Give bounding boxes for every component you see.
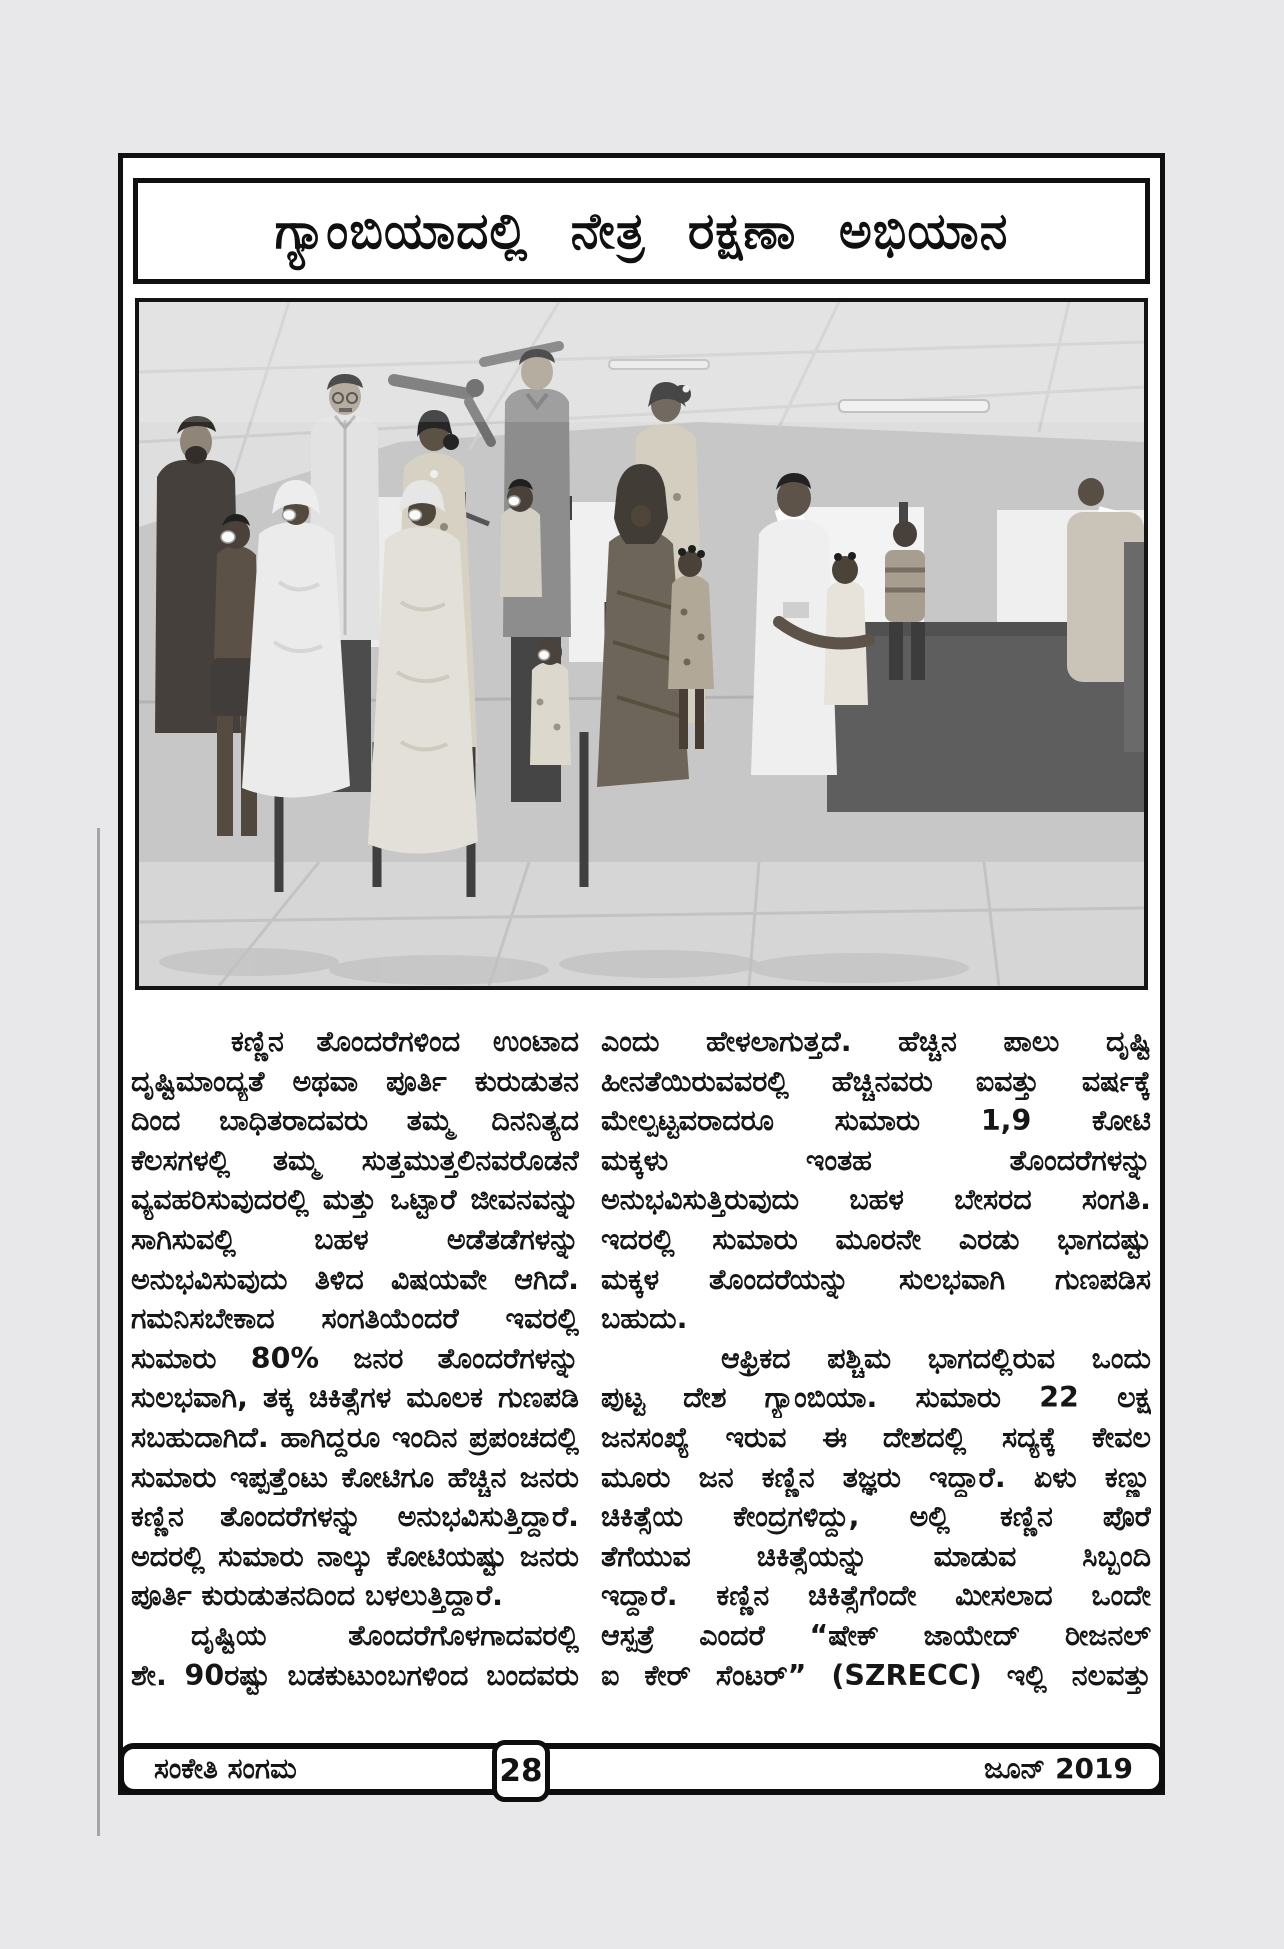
text-line: ಅನುಭವಿಸುತ್ತಿರುವುದು ಬಹಳ ಬೇಸರದ ಸಂಗತಿ. <box>601 1183 1151 1217</box>
text-line: ಮಕ್ಕಳ ತೊಂದರೆಯನ್ನು ಸುಲಭವಾಗಿ ಗುಣಪಡಿಸ <box>601 1262 1151 1296</box>
text-line: ಅದರಲ್ಲಿ ಸುಮಾರು ನಾಲ್ಕು ಕೋಟಿಯಷ್ಟು ಜನರು <box>131 1539 579 1573</box>
scan-edge-artifact <box>97 828 100 1836</box>
article-title-box <box>133 178 1150 284</box>
text-line: ಸುಮಾರು 80% ಜನರ ತೊಂದರೆಗಳನ್ನು <box>131 1341 579 1375</box>
text-line: ಸುಲಭವಾಗಿ, ತಕ್ಕ ಚಿಕಿತ್ಸೆಗಳ ಮೂಲಕ ಗುಣಪಡಿ <box>131 1381 579 1415</box>
text-line: ಸುಮಾರು ಇಪ್ಪತ್ತೆಂಟು ಕೋಟಿಗೂ ಹೆಚ್ಚಿನ ಜನರು <box>131 1460 579 1494</box>
text-line: ಹೀನತೆಯಿರುವವರಲ್ಲಿ ಹೆಚ್ಚಿನವರು ಐವತ್ತು ವರ್ಷಕ್ಕೆ <box>601 1064 1151 1098</box>
text-line: ಜನಸಂಖ್ಯೆ ಇರುವ ಈ ದೇಶದಲ್ಲಿ ಸದ್ಯಕ್ಕೆ ಕೇವಲ <box>601 1420 1151 1454</box>
issue-date: ಜೂನ್ 2019 <box>984 1752 1133 1785</box>
text-line: ಕಣ್ಣಿನ ತೊಂದರೆಗಳಿಂದ ಉಂಟಾದ <box>231 1025 579 1058</box>
footer-bar <box>118 1743 1165 1795</box>
text-line: ಸಾಗಿಸುವಲ್ಲಿ ಬಹಳ ಅಡೆತಡೆಗಳನ್ನು <box>131 1222 579 1256</box>
text-line: ಮೂರು ಜನ ಕಣ್ಣಿನ ತಜ್ಞರು ಇದ್ದಾರೆ. ಏಳು ಕಣ್ಣು <box>601 1460 1151 1494</box>
text-line: ಇದರಲ್ಲಿ ಸುಮಾರು ಮೂರನೇ ಎರಡು ಭಾಗದಷ್ಟು <box>601 1222 1151 1256</box>
text-line: ಬಹುದು. <box>601 1302 688 1336</box>
text-line: ಕಣ್ಣಿನ ತೊಂದರೆಗಳನ್ನು ಅನುಭವಿಸುತ್ತಿದ್ದಾರೆ. <box>131 1500 579 1534</box>
article-right-column <box>601 1022 1151 1695</box>
text-line: ದೃಷ್ಟಿಮಾಂದ್ಯತೆ ಅಥವಾ ಪೂರ್ತಿ ಕುರುಡುತನ <box>131 1064 579 1098</box>
text-line: ತೆಗೆಯುವ ಚಿಕಿತ್ಸೆಯನ್ನು ಮಾಡುವ ಸಿಬ್ಬಂದಿ <box>601 1539 1151 1573</box>
magazine-page <box>118 153 1165 1795</box>
text-line: ಪೂರ್ತಿ ಕುರುಡುತನದಿಂದ ಬಳಲುತ್ತಿದ್ದಾರೆ. <box>131 1579 503 1613</box>
text-line: ಅನುಭವಿಸುವುದು ತಿಳಿದ ವಿಷಯವೇ ಆಗಿದೆ. <box>131 1262 579 1296</box>
text-line: ವ್ಯವಹರಿಸುವುದರಲ್ಲಿ ಮತ್ತು ಒಟ್ಟಾರೆ ಜೀವನವನ್ನು <box>131 1183 579 1217</box>
article-body <box>123 1022 1160 1702</box>
text-line: ಎಂದು ಹೇಳಲಾಗುತ್ತದೆ. ಹೆಚ್ಚಿನ ಪಾಲು ದೃಷ್ಟಿ <box>601 1025 1151 1058</box>
text-line: ಕೆಲಸಗಳಲ್ಲಿ ತಮ್ಮ ಸುತ್ತಮುತ್ತಲಿನವರೊಡನೆ <box>131 1143 579 1177</box>
article-title: ಗ್ಯಾಂಬಿಯಾದಲ್ಲಿ ನೇತ್ರ ರಕ್ಷಣಾ ಅಭಿಯಾನ <box>274 201 1009 260</box>
text-line: ದಿಂದ ಬಾಧಿತರಾದವರು ತಮ್ಮ ದಿನನಿತ್ಯದ <box>131 1104 579 1138</box>
article-left-column <box>131 1022 579 1695</box>
photo-frame <box>135 298 1148 990</box>
text-line: ಶೇ. 90ರಷ್ಟು ಬಡಕುಟುಂಬಗಳಿಂದ ಬಂದವರು <box>131 1658 579 1692</box>
text-line: ಚಿಕಿತ್ಸೆಯ ಕೇಂದ್ರಗಳಿದ್ದು, ಅಲ್ಲಿ ಕಣ್ಣಿನ ಪೊರೆ <box>601 1500 1151 1534</box>
photo-fade <box>139 302 1144 422</box>
text-line: ಇದ್ದಾರೆ. ಕಣ್ಣಿನ ಚಿಕಿತ್ಸೆಗೆಂದೇ ಮೀಸಲಾದ ಒಂದೇ <box>601 1579 1151 1613</box>
text-line: ಆಫ್ರಿಕದ ಪಶ್ಚಿಮ ಭಾಗದಲ್ಲಿರುವ ಒಂದು <box>721 1341 1151 1375</box>
magazine-name: ಸಂಕೇತಿ ಸಂಗಮ <box>154 1752 297 1785</box>
page-number-badge <box>492 1740 550 1802</box>
text-line: ಮಕ್ಕಳು ಇಂತಹ ತೊಂದರೆಗಳನ್ನು <box>601 1143 1151 1177</box>
text-line: ಐ ಕೇರ್ ಸೆಂಟರ್” (SZRECC) ಇಲ್ಲಿ ನಲವತ್ತು <box>601 1658 1151 1692</box>
text-line: ಆಸ್ಪತ್ರೆ ಎಂದರೆ “ಷೇಕ್ ಜಾಯೇದ್ ರೀಜನಲ್ <box>601 1618 1151 1652</box>
group-photo <box>139 302 1144 986</box>
text-line: ದೃಷ್ಟಿಯ ತೊಂದರೆಗೊಳಗಾದವರಲ್ಲಿ <box>191 1618 579 1652</box>
text-line: ಮೇಲ್ಪಟ್ಟವರಾದರೂ ಸುಮಾರು 1,9 ಕೋಟಿ <box>601 1104 1151 1138</box>
text-line: ಸಬಹುದಾಗಿದೆ. ಹಾಗಿದ್ದರೂ ಇಂದಿನ ಪ್ರಪಂಚದಲ್ಲಿ <box>131 1420 579 1454</box>
text-line: ಪುಟ್ಟ ದೇಶ ಗ್ಯಾಂಬಿಯಾ. ಸುಮಾರು 22 ಲಕ್ಷ <box>601 1381 1151 1415</box>
page-number: 28 <box>499 1753 543 1789</box>
text-line: ಗಮನಿಸಬೇಕಾದ ಸಂಗತಿಯೆಂದರೆ ಇವರಲ್ಲಿ <box>131 1302 579 1336</box>
